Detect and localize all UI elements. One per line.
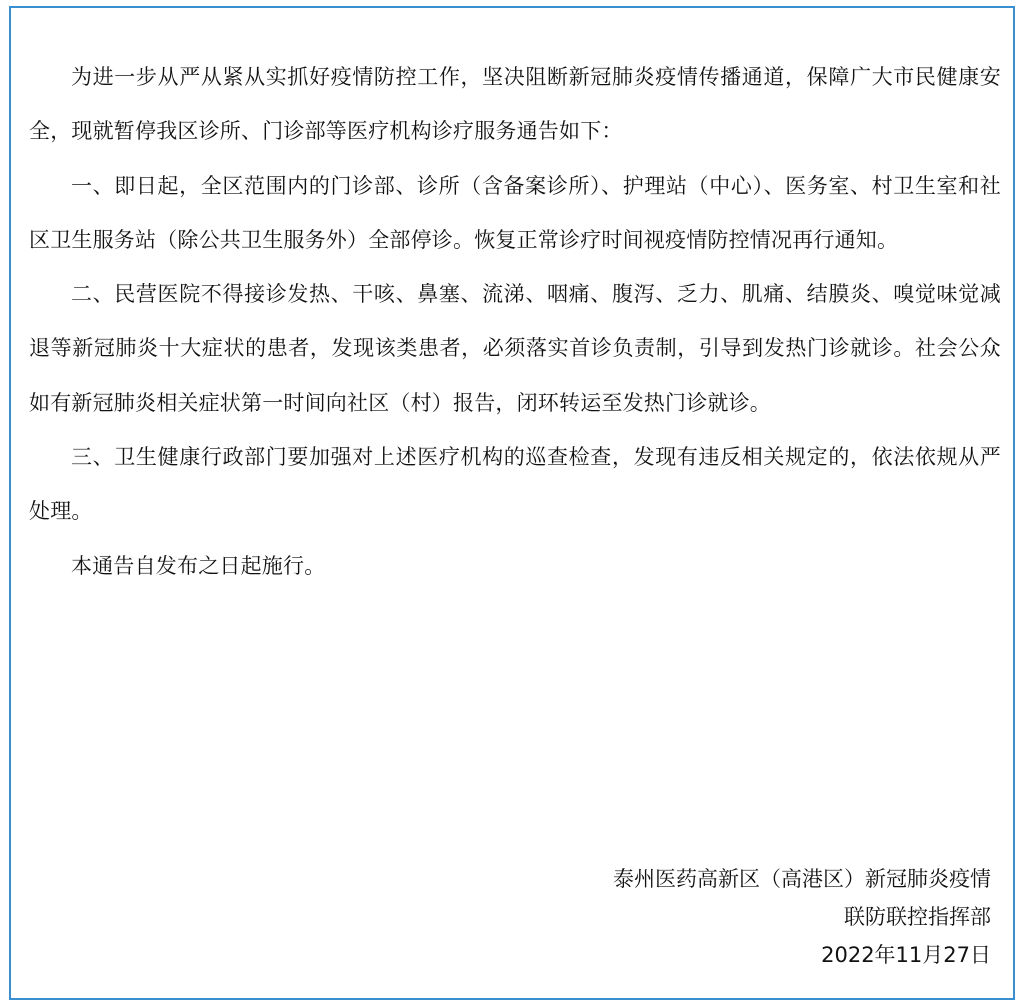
- notice-frame: [9, 6, 1015, 1000]
- clause-one-paragraph: 一、即日起，全区范围内的门诊部、诊所（含备案诊所）、护理站（中心）、医务室、村卫生室和社区卫生服务站（除公共卫生服务外）全部停诊。恢复正常诊疗时间视疫情防控情况再行通知。: [29, 173, 1001, 252]
- signature-block: [613, 860, 991, 974]
- signature-org-line1: 泰州医药高新区（高港区）新冠肺炎疫情: [613, 867, 991, 891]
- clause-three-paragraph: 三、卫生健康行政部门要加强对上述医疗机构的巡查检查，发现有违反相关规定的，依法依规从严处理。: [29, 445, 1001, 524]
- clause-two-paragraph: 二、民营医院不得接诊发热、干咳、鼻塞、流涕、咽痛、腹泻、乏力、肌痛、结膜炎、嗅觉味觉减退等新冠肺炎十大症状的患者，发现该类患者，必须落实首诊负责制，引导到发热门诊就诊。社会公众如有新冠肺炎相关症状第一时间向社区（村）报告，闭环转运至发热门诊就诊。: [29, 282, 1001, 415]
- signature-date: 2022年11月27日: [821, 943, 991, 967]
- signature-org-line2: 联防联控指挥部: [844, 905, 991, 929]
- effective-paragraph: 本通告自发布之日起施行。: [71, 553, 326, 578]
- notice-body: [29, 50, 1001, 593]
- intro-paragraph: 为进一步从严从紧从实抓好疫情防控工作，坚决阻断新冠肺炎疫情传播通道，保障广大市民健康安全，现就暂停我区诊所、门诊部等医疗机构诊疗服务通告如下：: [29, 65, 1001, 144]
